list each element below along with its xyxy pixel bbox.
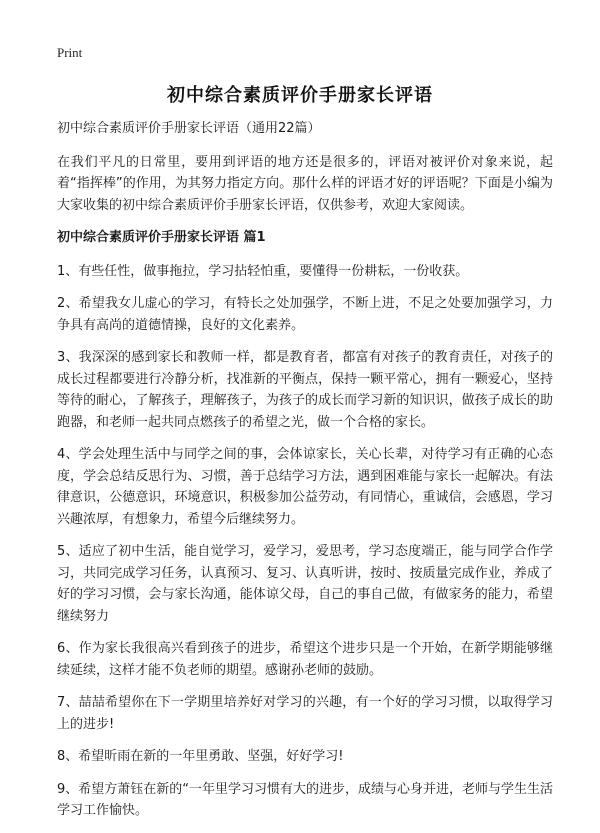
- list-item: 7、喆喆希望你在下一学期里培养好对学习的兴趣，有一个好的学习习惯，以取得学习上的进步!: [57, 695, 553, 732]
- list-item: 6、作为家长我很高兴看到孩子的进步，希望这个进步只是一个开始，在新学期能够继续延续，这样才能不负老师的期望。感谢孙老师的鼓励。: [57, 641, 553, 678]
- document-body: [57, 118, 553, 833]
- list-item: 4、学会处理生活中与同学之间的事，会体谅家长，关心长辈，对待学习有正确的心态度，学会总结反思行为、习惯，善于总结学习方法，遇到困难能与家长一起解决。有法律意识，公德意识，环境意识，积极参加公益劳动，有同情心，重诚信，会感恩，学习兴趣浓厚，有想象力，希望今后继续努力。: [57, 447, 553, 527]
- list-item: 8、希望昕雨在新的一年里勇敢、坚强，好好学习!: [57, 749, 344, 764]
- intro-paragraph: 在我们平凡的日常里，要用到评语的地方还是很多的，评语对被评价对象来说，起着“指挥棒”的作用，为其努力指定方向。那什么样的评语才好的评语呢？下面是小编为大家收集的初中综合素质评价手册家长评语，仅供参考，欢迎大家阅读。: [57, 154, 553, 213]
- print-label: Print: [57, 45, 83, 60]
- list-item: 5、适应了初中生活，能自觉学习，爱学习，爱思考，学习态度端正，能与同学合作学习，共同完成学习任务，认真预习、复习、认真听讲，按时、按质量完成作业，养成了好的学习习惯，会与家长沟通，能体谅父母，自己的事自己做，有做家务的能力，希望继续努力: [57, 544, 553, 624]
- list-item: 2、希望我女儿虚心的学习，有特长之处加强学，不断上进，不足之处要加强学习，力争具有高尚的道德情操，良好的文化素养。: [57, 296, 553, 333]
- list-item: 3、我深深的感到家长和教师一样，都是教育者，都富有对孩子的教育责任，对孩子的成长过程都要进行冷静分析，找准新的平衡点，保持一颗平常心，拥有一颗爱心，坚持等待的耐心，了解孩子，理解孩子，为孩子的成长而学习新的知识识，做孩子成长的助跑器，和老师一起共同点燃孩子的希望之光，做一个合格的家长。: [57, 350, 553, 430]
- section-heading: 初中综合素质评价手册家长评语 篇1: [57, 230, 266, 245]
- list-item: 1、有些任性，做事拖拉，学习拈轻怕重，要懂得一份耕耘，一份收获。: [57, 263, 469, 279]
- list-item: 9、希望方萧钰在新的“一年里学习习惯有大的进步，成绩与心身并进，老师与学生生活学习工作愉快。: [57, 781, 554, 818]
- page-title: 初中综合素质评价手册家长评语: [167, 85, 433, 106]
- document-subtitle: 初中综合素质评价手册家长评语（通用22篇）: [57, 121, 321, 136]
